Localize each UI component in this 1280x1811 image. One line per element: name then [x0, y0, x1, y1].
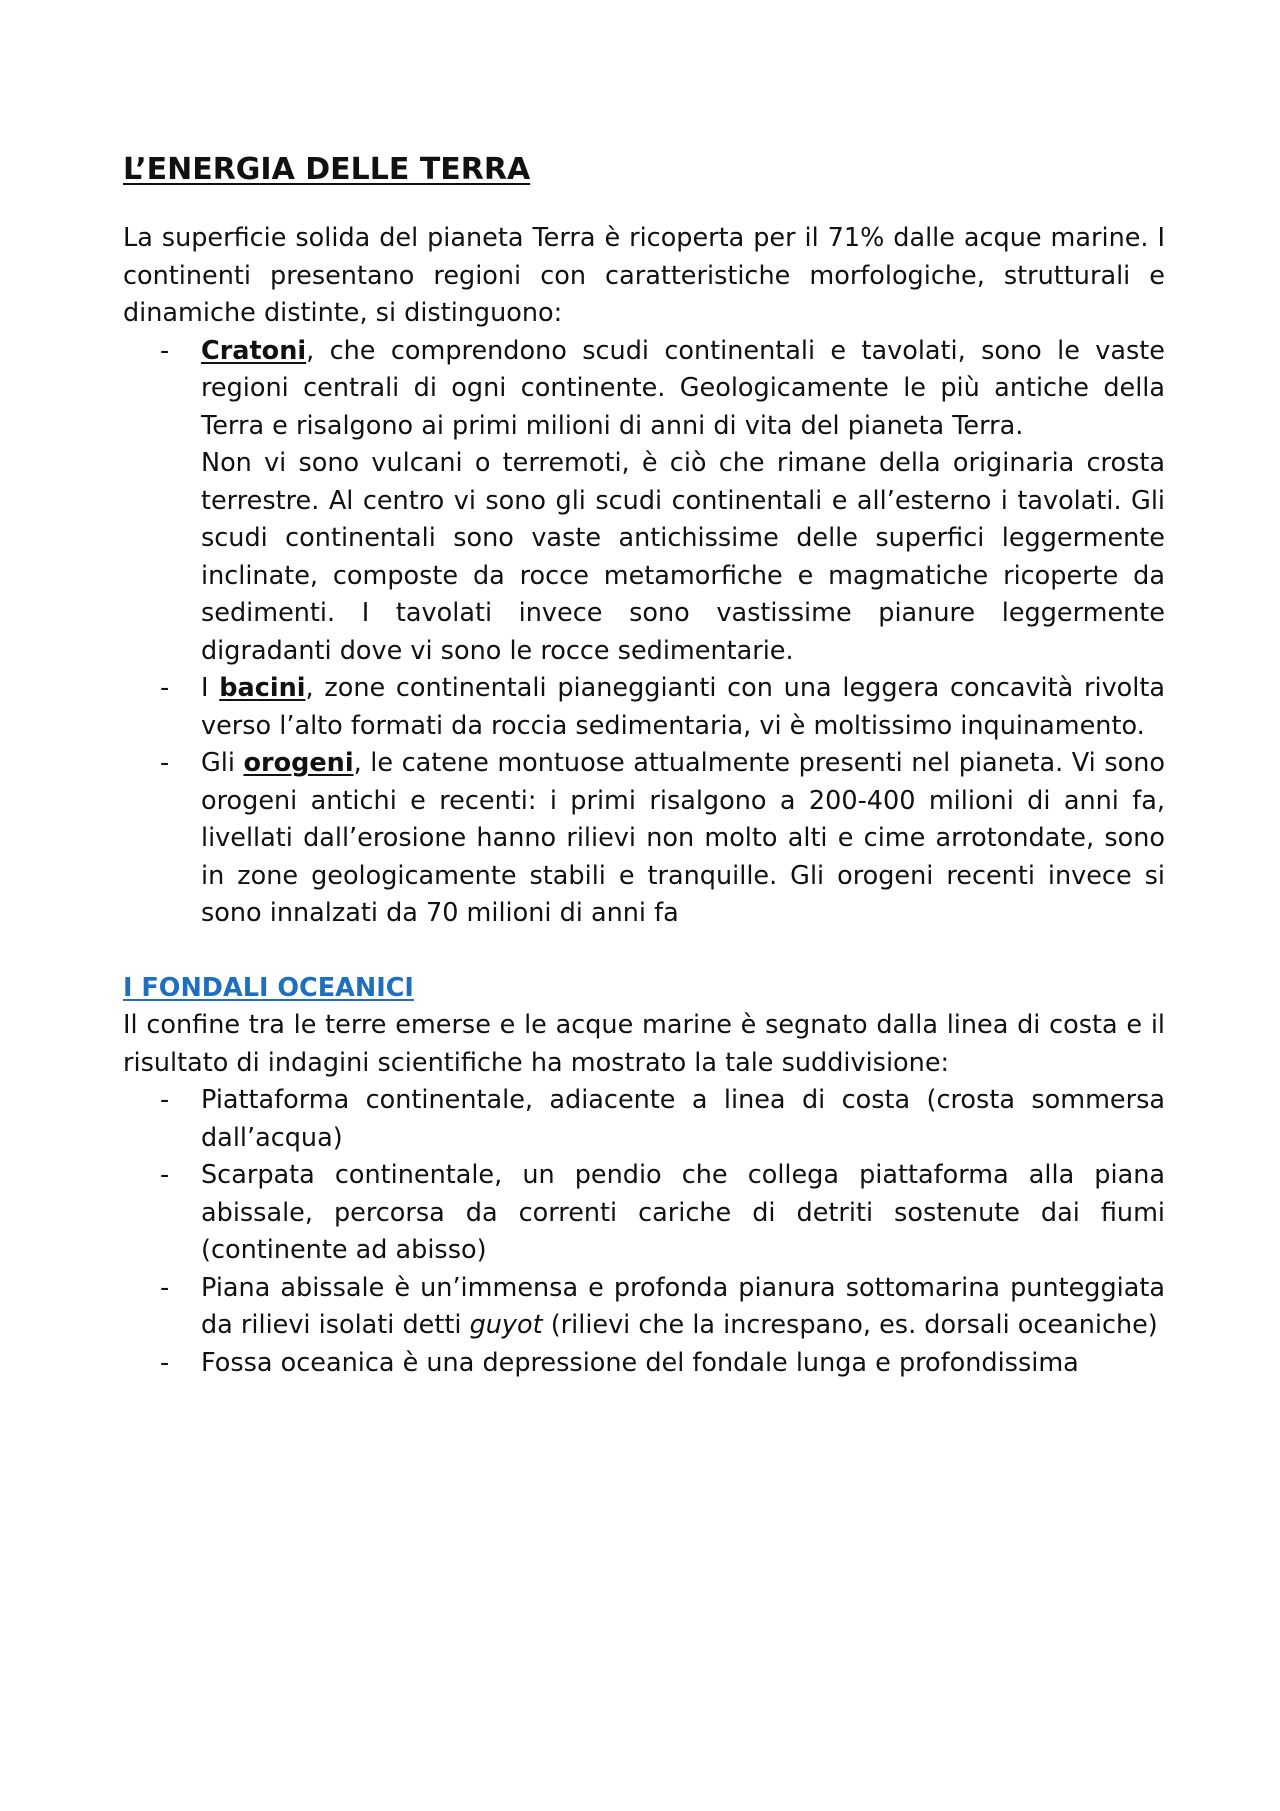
- intro-paragraph: La superficie solida del pianeta Terra è ricoperta per il 71% dalle acque marine. I continenti presentano regioni con caratteristiche morfologiche, strutturali e dinamiche distinte, si distinguono:: [123, 223, 1165, 328]
- list-item-bacini: [123, 670, 1165, 745]
- cratoni-term: Cratoni: [201, 335, 307, 366]
- list-item-cratoni: [123, 333, 1165, 671]
- dash-bullet: -: [160, 335, 170, 366]
- dash-bullet: -: [160, 748, 170, 778]
- list-item-piattaforma: [123, 1082, 1165, 1157]
- dash-bullet: -: [160, 1347, 170, 1378]
- dash-bullet: -: [160, 1085, 170, 1115]
- continent-regions-list: [123, 333, 1165, 933]
- list-item-orogeni: [123, 745, 1165, 933]
- list-item-piana-abissale: [123, 1270, 1165, 1345]
- bacini-term: bacini: [219, 673, 306, 703]
- cratoni-text: , che comprendono scudi continentali e tavolati, sono le vaste regioni centrali di ogni continente. Geologicamente le più antiche della Terra e risalgono ai primi milioni di anni di vita del pianeta Terra.: [201, 335, 1165, 441]
- fossa-text: Fossa oceanica è una depressione del fondale lunga e profondissima: [201, 1347, 1079, 1378]
- dash-bullet: -: [160, 1160, 170, 1190]
- list-item-fossa-oceanica: [123, 1345, 1165, 1383]
- scarpata-text: Scarpata continentale, un pendio che collega piattaforma alla piana abissale, percorsa da correnti cariche di detriti sostenute dai fiumi (continente ad abisso): [201, 1160, 1165, 1265]
- orogeni-term: orogeni: [243, 748, 354, 778]
- cratoni-text-continued: Non vi sono vulcani o terremoti, è ciò che rimane della originaria crosta terrestre. Al centro vi sono gli scudi continentali e all’esterno i tavolati. Gli scudi continentali sono vaste antichissime delle superfici leggermente inclinate, composte da rocce metamorfiche e magmatiche ricoperte da sedimenti. I tavolati invece sono vastissime pianure leggermente digradanti dove vi sono le rocce sedimentarie.: [201, 448, 1165, 666]
- ocean-floor-list: [123, 1082, 1165, 1382]
- section-heading-fondali[interactable]: I FONDALI OCEANICI: [123, 972, 414, 1003]
- piana-text-after: (rilievi che la increspano, es. dorsali oceaniche): [542, 1310, 1158, 1340]
- piana-text-before: Piana abissale è un’immensa e profonda pianura sottomarina punteggiata da rilievi isolati detti: [201, 1272, 1165, 1340]
- guyot-term: guyot: [469, 1310, 543, 1340]
- document-title: L’ENERGIA DELLE TERRA: [123, 152, 531, 187]
- bacini-prefix: I: [201, 673, 220, 703]
- orogeni-text: , le catene montuose attualmente presenti nel pianeta. Vi sono orogeni antichi e recenti: i primi risalgono a 200-400 milioni di anni fa, livellati dall’erosione hanno rilievi non molto alti e cime arrotondate, sono in zone geologicamente stabili e tranquille. Gli orogeni recenti invece si sono innalzati da 70 milioni di anni fa: [201, 748, 1165, 928]
- fondali-intro-paragraph: Il confine tra le terre emerse e le acque marine è segnato dalla linea di costa e il risultato di indagini scientifiche ha mostrato la tale suddivisione:: [123, 1010, 1165, 1078]
- dash-bullet: -: [160, 673, 170, 703]
- orogeni-prefix: Gli: [201, 748, 244, 778]
- dash-bullet: -: [160, 1272, 170, 1303]
- piattaforma-text: Piattaforma continentale, adiacente a linea di costa (crosta sommersa dall’acqua): [201, 1085, 1165, 1153]
- bacini-text: , zone continentali pianeggianti con una leggera concavità rivolta verso l’alto formati da roccia sedimentaria, vi è moltissimo inquinamento.: [201, 673, 1165, 741]
- list-item-scarpata: [123, 1157, 1165, 1270]
